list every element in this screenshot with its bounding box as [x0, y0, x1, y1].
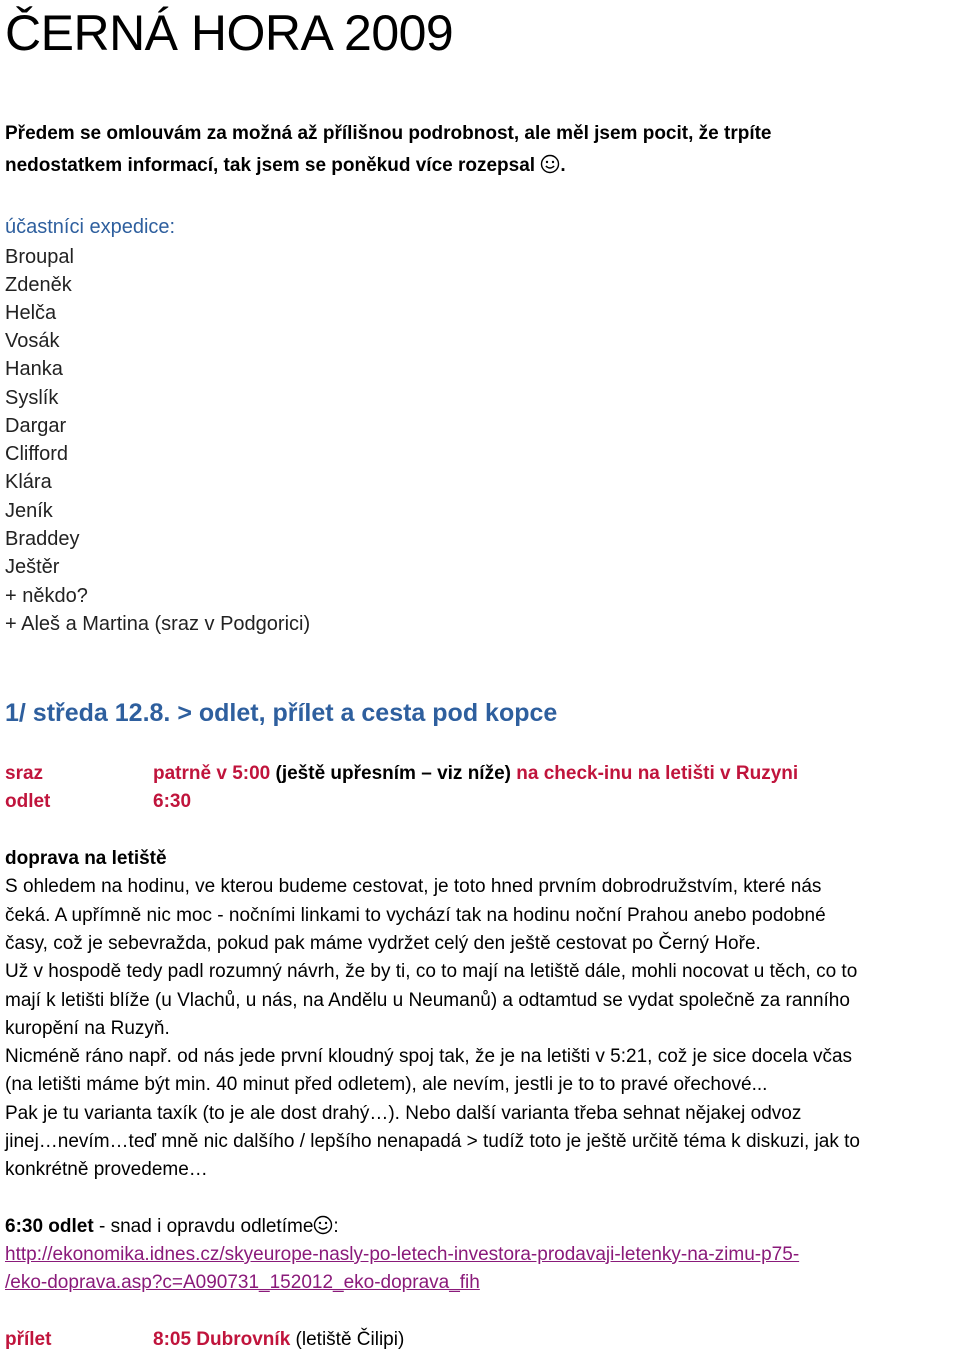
intro-line-1: Předem se omlouvám za možná až přílišnou podrobnost, ale měl jsem pocit, že trpíte	[5, 123, 772, 144]
participant-name: Braddey	[5, 528, 80, 550]
sraz-note: (ještě upřesním – viz níže)	[270, 763, 517, 784]
transport-line: čeká. A upřímně nic moc - nočními linkami to vychází tak na hodinu noční Prahou anebo podobné	[5, 905, 826, 926]
participant-name: Klára	[5, 471, 52, 493]
transport-line: S ohledem na hodinu, ve kterou budeme cestovat, je toto hned prvním dobrodružstvím, které nás	[5, 876, 822, 897]
flight-colon: :	[333, 1216, 339, 1237]
participant-name: Helča	[5, 302, 57, 324]
participant-name: Syslík	[5, 387, 59, 409]
transport-line: Pak je tu varianta taxík (to je ale dost drahý…). Nebo další varianta třeba sehnat nějakej odvoz	[5, 1103, 802, 1124]
transport-line: (na letišti máme být min. 40 minut před odletem), ale nevím, jestli je to to pravé ořechové...	[5, 1074, 768, 1095]
participants-label: účastníci expedice:	[5, 216, 176, 238]
participant-name: Clifford	[5, 443, 68, 465]
intro-line-2-text: nedostatkem informací, tak jsem se poněkud více rozepsal	[5, 155, 536, 176]
prilet-row	[5, 1326, 955, 1354]
participant-name: + Aleš a Martina (sraz v Podgorici)	[5, 613, 311, 635]
prilet-label: přílet	[5, 1329, 52, 1350]
smiley-icon	[540, 154, 560, 174]
sraz-label: sraz	[5, 763, 44, 784]
sraz-time: patrně v 5:00	[153, 763, 271, 784]
odlet-time: 6:30	[153, 791, 192, 812]
participant-name: Dargar	[5, 415, 67, 437]
transport-line: kuropění na Ruzyň.	[5, 1018, 170, 1039]
day1-heading: 1/ středa 12.8. > odlet, přílet a cesta pod kopce	[5, 699, 558, 727]
transport-line: mají k letišti blíže (u Vlachů, u nás, na Andělu u Neumanů) a odtamtud se vydat společně za ranního	[5, 990, 850, 1011]
sraz-place: na check-inu na letišti v Ruzyni	[516, 763, 799, 784]
participant-name: Ještěr	[5, 556, 60, 578]
transport-line: jinej…nevím…teď mně nic dalšího / lepšího nenapadá > tudíž toto je ještě určitě téma k diskuzi, jak to	[5, 1131, 860, 1152]
odlet-label: odlet	[5, 791, 51, 812]
transport-line: konkrétně provedeme…	[5, 1159, 208, 1180]
transport-line: Nicméně ráno např. od nás jede první kloudný spoj tak, že je na letišti v 5:21, což je sice docela včas	[5, 1046, 853, 1067]
news-link-part-2[interactable]: /eko-doprava.asp?c=A090731_152012_eko-doprava_fih	[5, 1272, 480, 1293]
participant-name: Vosák	[5, 330, 60, 352]
flight-label: 6:30 odlet	[5, 1216, 94, 1237]
participant-name: Zdeněk	[5, 274, 72, 296]
odlet-row	[5, 788, 955, 816]
participant-name: Broupal	[5, 246, 74, 268]
prilet-note: (letiště Čilipi)	[290, 1329, 405, 1350]
transport-line: časy, což je sebevražda, pokud pak máme vydržet celý den ještě cestovat po Černý Hoře.	[5, 933, 761, 954]
flight-text: - snad i opravdu odletíme	[93, 1216, 314, 1237]
intro-line-2: nedostatkem informací, tak jsem se poněkud více rozepsal .	[5, 155, 566, 176]
participant-name: Jeník	[5, 500, 53, 522]
participant-name: Hanka	[5, 358, 63, 380]
news-link-part-1[interactable]: http://ekonomika.idnes.cz/skyeurope-nasly-po-letech-investora-prodavaji-letenky-na-zimu-p75-	[5, 1244, 800, 1265]
news-link-line-2[interactable]	[5, 1269, 480, 1297]
prilet-value: 8:05 Dubrovník	[153, 1329, 291, 1350]
smiley-icon	[313, 1215, 333, 1235]
transport-line: Už v hospodě tedy padl rozumný návrh, že by ti, co to mají na letiště dále, mohli nocovat u těch, co to	[5, 961, 858, 982]
flight-row	[5, 1213, 339, 1241]
transport-heading: doprava na letiště	[5, 848, 167, 869]
participant-name: + někdo?	[5, 585, 88, 607]
sraz-row	[5, 760, 955, 788]
page-title: ČERNÁ HORA 2009	[5, 5, 454, 61]
news-link-line-1[interactable]	[5, 1241, 799, 1269]
